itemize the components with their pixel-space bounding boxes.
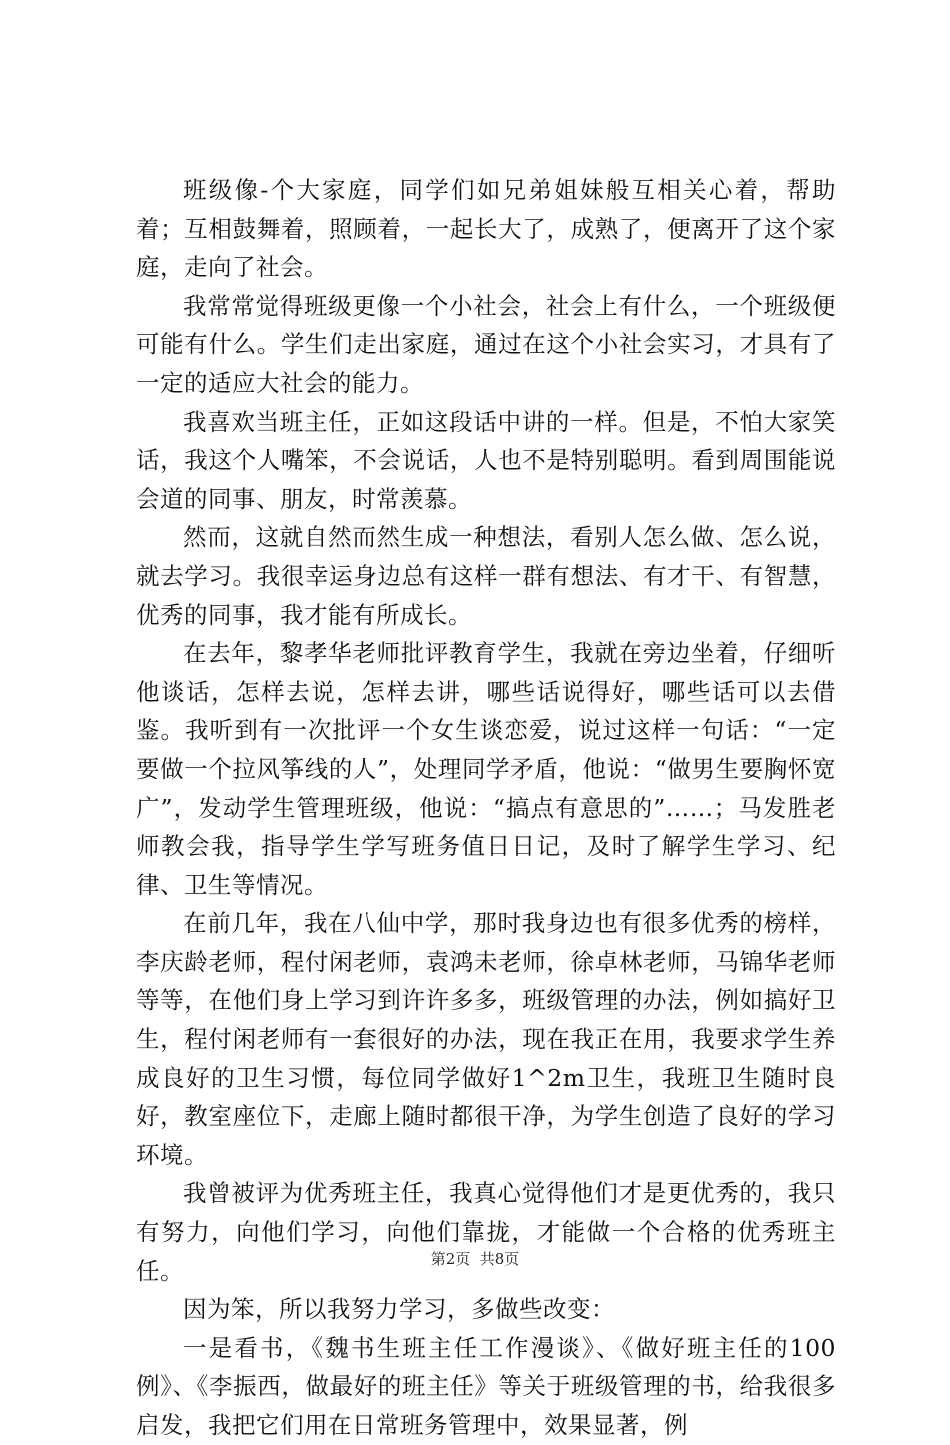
page-footer: 第2页 共8页	[430, 1250, 520, 1268]
paragraph-8: 因为笨，所以我努力学习，多做些改变：	[183, 1295, 615, 1324]
paragraph-6: 在前几年，我在八仙中学，那时我身边也有很多优秀的榜样，李庆龄老师，程付闲老师，袁鸿未老师，徐卓林老师，马锦华老师等等，在他们身上学习到许许多多，班级管理的办法，例如搞好卫生，程付闲老师有一套很好的办法，现在我正在用，我要求学生养成良好的卫生习惯，每位同学做好1^2m卫生，我班卫生随时良好，教室座位下，走廊上随时都很干净，为学生创造了良好的学习环境。	[136, 909, 836, 1169]
paragraph-4: 然而，这就自然而然生成一种想法，看别人怎么做、怎么说，就去学习。我很幸运身边总有这样一群有想法、有才干、有智慧，优秀的同事，我才能有所成长。	[136, 523, 836, 629]
paragraph-7: 我曾被评为优秀班主任，我真心觉得他们才是更优秀的，我只有努力，向他们学习，向他们靠拢，才能做一个合格的优秀班主任。	[136, 1179, 836, 1285]
paragraph-3: 我喜欢当班主任，正如这段话中讲的一样。但是，不怕大家笑话，我这个人嘴笨，不会说话，人也不是特别聪明。看到周围能说会道的同事、朋友，时常羡慕。	[136, 407, 836, 513]
paragraph-1: 班级像-个大家庭，同学们如兄弟姐妹般互相关心着，帮助着；互相鼓舞着，照顾着，一起长大了，成熟了，便离开了这个家庭，走向了社会。	[136, 176, 836, 282]
paragraph-9: 一是看书，《魏书生班主任工作漫谈》、《做好班主任的100例》、《李振西，做最好的班主任》等关于班级管理的书，给我很多启发，我把它们用在日常班务管理中，效果显著，例	[136, 1333, 836, 1439]
paragraph-5: 在去年，黎孝华老师批评教育学生，我就在旁边坐着，仔细听他谈话，怎样去说，怎样去讲，哪些话说得好，哪些话可以去借鉴。我听到有一次批评一个女生谈恋爱，说过这样一句话：“一定要做一个拉风筝线的人”，处理同学矛盾，他说：“做男生要胸怀宽广”，发动学生管理班级，他说：“搞点有意思的”……；马发胜老师教会我，指导学生学写班务值日日记，及时了解学生学习、纪律、卫生等情况。	[136, 639, 836, 899]
paragraph-2: 我常常觉得班级更像一个小社会，社会上有什么，一个班级便可能有什么。学生们走出家庭，通过在这个小社会实习，才具有了一定的适应大社会的能力。	[136, 291, 836, 397]
